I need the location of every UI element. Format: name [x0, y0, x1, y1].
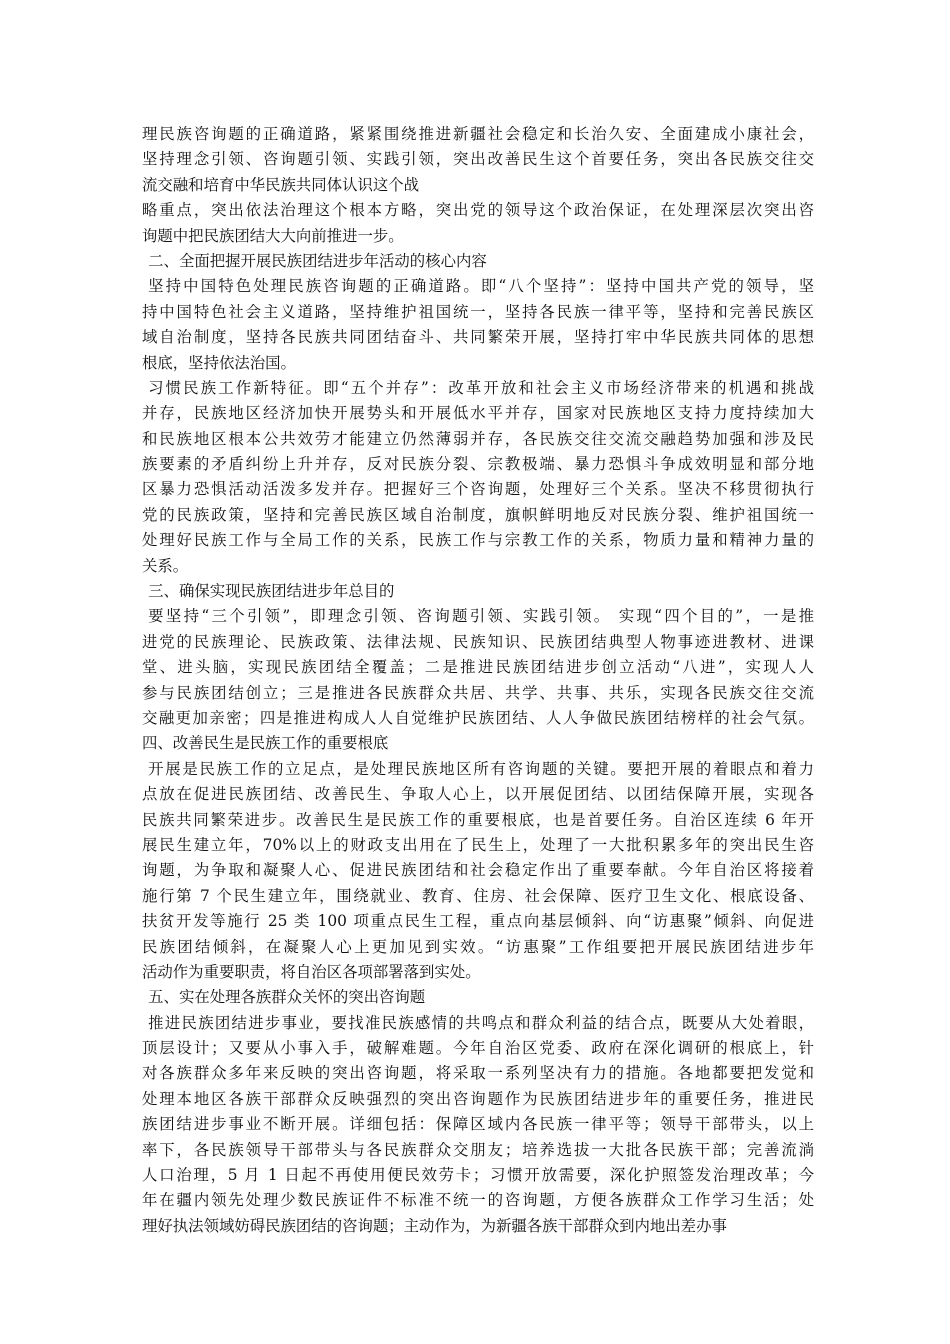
text-line: 询题中把民族团结大大向前推进一步。: [142, 226, 404, 245]
text-line: 根底，坚持依法治国。: [142, 353, 296, 372]
text-line: 党的民族政策，坚持和完善民族区域自治制度，旗帜鲜明地反对民族分裂、维护祖国统一: [142, 505, 814, 524]
text-line: 推进民族团结进步事业，要找准民族感情的共鸣点和群众利益的结合点，既要从大处着眼，: [148, 1013, 814, 1032]
text-line: 族团结进步事业不断开展。详细包括：保障区域内各民族一律平等；领导干部带头，以上: [142, 1115, 814, 1134]
text-line: 四、改善民生是民族工作的重要根底: [142, 734, 389, 753]
text-line: 扶贫开发等施行 25 类 100 项重点民生工程，重点向基层倾斜、向“访惠聚”倾斜、向促进: [142, 912, 814, 931]
text-line: 处理本地区各族干部群众反映强烈的突出咨询题作为民族团结进步年的重要任务，推进民: [142, 1089, 814, 1108]
text-line: 域自治制度，坚持各民族共同团结奋斗、共同繁荣开展，坚持打牢中华民族共同体的思想: [142, 328, 814, 347]
text-line: 堂、进头脑，实现民族团结全覆盖；二是推进民族团结进步创立活动“八进”，实现人人: [142, 658, 814, 677]
text-line: 坚持理念引领、咨询题引领、实践引领，突出改善民生这个首要任务，突出各民族交往交: [142, 150, 814, 169]
text-line: 民族团结倾斜，在凝聚人心上更加见到实效。“访惠聚”工作组要把开展民族团结进步年: [142, 937, 814, 956]
text-line: 理民族咨询题的正确道路，紧紧围绕推进新疆社会稳定和长治久安、全面建成小康社会，: [142, 125, 814, 143]
text-line: 活动作为重要职责，将自治区各项部署落到实处。: [142, 962, 481, 981]
text-line: 理好执法领域妨碍民族团结的咨询题；主动作为，为新疆各族干部群众到内地出差办事: [142, 1216, 727, 1235]
text-line: 开展是民族工作的立足点，是处理民族地区所有咨询题的关键。要把开展的着眼点和着力: [148, 759, 814, 778]
text-line: 要坚持“三个引领”，即理念引领、咨询题引领、实践引领。 实现“四个目的”，一是推: [148, 607, 814, 626]
text-line: 坚持中国特色处理民族咨询题的正确道路。即“八个坚持”：坚持中国共产党的领导，坚: [148, 277, 814, 296]
text-line: 族要素的矛盾纠纷上升并存，反对民族分裂、宗教极端、暴力恐惧斗争成效明显和部分地: [142, 455, 814, 474]
text-line: 流交融和培育中华民族共同体认识这个战: [142, 175, 420, 194]
text-line: 关系。: [142, 556, 189, 575]
text-line: 交融更加亲密；四是推进构成人人自觉维护民族团结、人人争做民族团结榜样的社会气氛。: [142, 708, 814, 727]
text-line: 二、全面把握开展民族团结进步年活动的核心内容: [148, 251, 487, 270]
document-page: [142, 122, 814, 1239]
text-line: 区暴力恐惧活动活泼多发并存。把握好三个咨询题，处理好三个关系。坚决不移贯彻执行: [142, 480, 814, 499]
text-line: 对各族群众多年来反映的突出咨询题，将采取一系列坚决有力的措施。各地都要把发觉和: [142, 1064, 814, 1083]
text-line: 展民生建立年，70%以上的财政支出用在了民生上，处理了一大批积累多年的突出民生咨: [142, 835, 814, 854]
text-line: 五、实在处理各族群众关怀的突出咨询题: [148, 988, 426, 1007]
text-line: 顶层设计；又要从小事入手，破解难题。今年自治区党委、政府在深化调研的根底上，针: [142, 1039, 814, 1058]
text-line: 略重点，突出依法治理这个根本方略，突出党的领导这个政治保证，在处理深层次突出咨: [142, 201, 814, 220]
text-line: 询题，为争取和凝聚人心、促进民族团结和社会稳定作出了重要奉献。今年自治区将接着: [142, 861, 814, 880]
text-line: 参与民族团结创立；三是推进各民族群众共居、共学、共事、共乐，实现各民族交往交流: [142, 683, 814, 702]
text-line: 三、确保实现民族团结进步年总目的: [148, 582, 395, 601]
text-line: 民族共同繁荣进步。改善民生是民族工作的重要根底，也是首要任务。自治区连续 6 年开: [142, 810, 814, 829]
text-line: 进党的民族理论、民族政策、法律法规、民族知识、民族团结典型人物事迹进教材、进课: [142, 632, 814, 651]
text-line: 年在疆内领先处理少数民族证件不标准不统一的咨询题，方便各族群众工作学习生活；处: [142, 1191, 814, 1210]
text-line: 和民族地区根本公共效劳才能建立仍然薄弱并存，各民族交往交流交融趋势加强和涉及民: [142, 429, 814, 448]
text-line: 点放在促进民族团结、改善民生、争取人心上，以开展促团结、以团结保障开展，实现各: [142, 785, 814, 804]
text-line: 习惯民族工作新特征。即“五个并存”：改革开放和社会主义市场经济带来的机遇和挑战: [148, 378, 814, 397]
text-line: 施行第 7 个民生建立年，围绕就业、教育、住房、社会保障、医疗卫生文化、根底设备、: [142, 886, 814, 905]
text-line: 并存，民族地区经济加快开展势头和开展低水平并存，国家对民族地区支持力度持续加大: [142, 404, 814, 423]
text-line: 处理好民族工作与全局工作的关系，民族工作与宗教工作的关系，物质力量和精神力量的: [142, 531, 814, 550]
text-line: 人口治理，5 月 1 日起不再使用便民效劳卡；习惯开放需要，深化护照签发治理改革；今: [142, 1166, 814, 1185]
text-line: 率下，各民族领导干部带头与各民族群众交朋友；培养选拔一大批各民族干部；完善流淌: [142, 1140, 814, 1159]
text-line: 持中国特色社会主义道路，坚持维护祖国统一，坚持各民族一律平等，坚持和完善民族区: [142, 302, 814, 321]
